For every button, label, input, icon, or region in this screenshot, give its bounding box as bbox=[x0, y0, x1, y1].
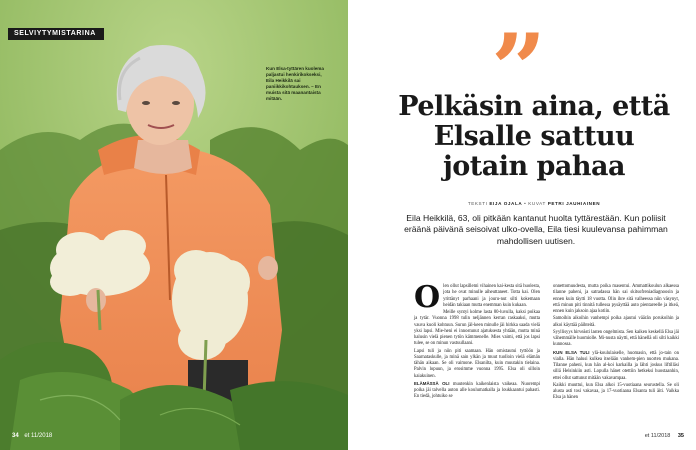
paragraph: KUN ELSA TULI ylä-koululaiselle, huomasin, että jo-tain on vialla. Hän halusi kulkea itselään vanhem-pien nuorten mukana. Tilanne paheni, kun hän al-koi karkailla ja lähti joskus liftilläsi sillä Helsinkiin asti. Lopulla hänet otettiin hetkeksi huostaanhin, ettei ollut sattunut mitään vakavampaa. bbox=[553, 349, 679, 381]
paragraph: Samoihin aikoihin vanhempi poika ajautui väärän porukoihin ja alkoi käyttää päihteitä. bbox=[553, 316, 679, 328]
paragraph: Lapsi tuli ja niin piti saamaan. Hän omistautui tyttöön ja Saarnataskulle, ja minä sain ylkän ja muut tuolloin vielä elämän tähän aikaan. Se oli vaimone. Elsanilta, kuin muutakin tielaina. Palvin lopuun, ja erosimme vuonna 1995. Elsa oli silloin kaiakuinen. bbox=[414, 348, 540, 379]
body-column-2 bbox=[553, 284, 679, 403]
paragraph: Meille syntyi kolme lasta 80-luvulla, kaksi poikaa ja tytär. Vuonna 1998 tulin neljännen kerran raskaaksi, mutta vauva kuoli kohtuun. Surun jäl-keen minulle jäi hirkka saada vielä yksi lapsi. Mie-heni ei innostunut ajatuksesta yhtään, mutta minä halusin vielä pienen tytön kämmenelle. Mies vaimi, että jos lapsi tulee, se on minun vastuullaani. bbox=[414, 310, 540, 347]
page-number-right: 35 bbox=[677, 433, 684, 439]
body-columns bbox=[414, 280, 682, 426]
paragraph: onnettomuudesta, mutta poika masentui. Ammattikoulun alkaessa tilanne paheni, ja satradassa hän sai skitsofreniadiagnoosin ja ennen kuin täytti 18 vuotta. Olin ihre sitä valheessa niin väsynyt, että minun piti tinnitä tullessa pysäyttää auto pientareelle ja itkeä, ennen kuin jaksoin ajaa kotiin. bbox=[553, 284, 679, 314]
left-folio bbox=[12, 433, 52, 439]
section-label: SELVIYTYMISTARINA bbox=[8, 28, 104, 40]
credit-photo-label: KUVAT bbox=[528, 201, 546, 206]
article-headline: Pelkäsin aina, että Elsalle sattuu jotain pahaa bbox=[398, 91, 670, 182]
credit-text-label: TEKSTI bbox=[467, 201, 488, 206]
right-folio bbox=[645, 433, 684, 439]
body-column-1 bbox=[414, 280, 540, 402]
magazine-mark-right: et 11/2018 bbox=[644, 433, 671, 439]
subhead-lead-in: KUN ELSA TULI bbox=[553, 349, 590, 355]
paragraph: Kaikki muuttui, kun Elsa alkoi 15-vuotiaana seurustella. Se oli alusta asti tosi vakavaa, ja 17-vuotiaana Elsanta tuli äiti. Vaikka Elsa ja hänen bbox=[553, 382, 679, 401]
article-credits: TEKSTI EIJA OJALA • KUVAT PETRI JAUHIAINEN bbox=[467, 201, 601, 206]
article-lead: Eila Heikkilä, 63, oli pitkään kantanut huolta tyttärestään. Kun poliisit eräänä päivänä seisoivat ulko-ovella, Eila tiesi kuulevansa pahimman mahdollisen uutisen. bbox=[404, 213, 668, 246]
dropcap: O bbox=[414, 280, 441, 315]
paragraph: ELÄMÄSSÄ OLI muutenkin kaikenlaista vaikeaa. Nuorempi poika jäi talvella auton alle koulumatkalla ja loukkaantui pahasti. En tiedä, johtuiko se bbox=[414, 380, 540, 400]
credit-text-author: EIJA OJALA bbox=[489, 201, 523, 206]
magazine-mark-left: et 11/2018 bbox=[24, 433, 53, 439]
credit-photo-author: PETRI JAUHIAINEN bbox=[547, 201, 601, 206]
page-number-left: 34 bbox=[12, 433, 19, 439]
quote-mark-icon: ” bbox=[491, 13, 547, 126]
subhead-lead-in: ELÄMÄSSÄ OLI bbox=[414, 380, 450, 386]
paragraph: Syyllisyys hirveästi lasten ongelmista. Sen kaiken keskellä Elsa jäi vähemmälle huomiolle. Mi-nusta näytti, että hänellä oli silti kaikki kunnossa. bbox=[553, 329, 679, 348]
article-page bbox=[348, 0, 696, 450]
photo-caption: Kun Elsa-tyttären kuolema paljastui henkirikokseksi, Eila Heikkilä sai paniikkikohtauksen. – En muista sitä maanantaista mitään. bbox=[266, 66, 324, 101]
paragraph: Olen ollut lapsillemi vihainen kai-kesta sitä huolesta, jota he ovat minulle aiheuttaneet. Totta kai. Olen yrittänyt parhaani ja jouru-nut silti kokemaan heidän takiaan mutta enemman kuin kukaan. bbox=[414, 280, 540, 315]
